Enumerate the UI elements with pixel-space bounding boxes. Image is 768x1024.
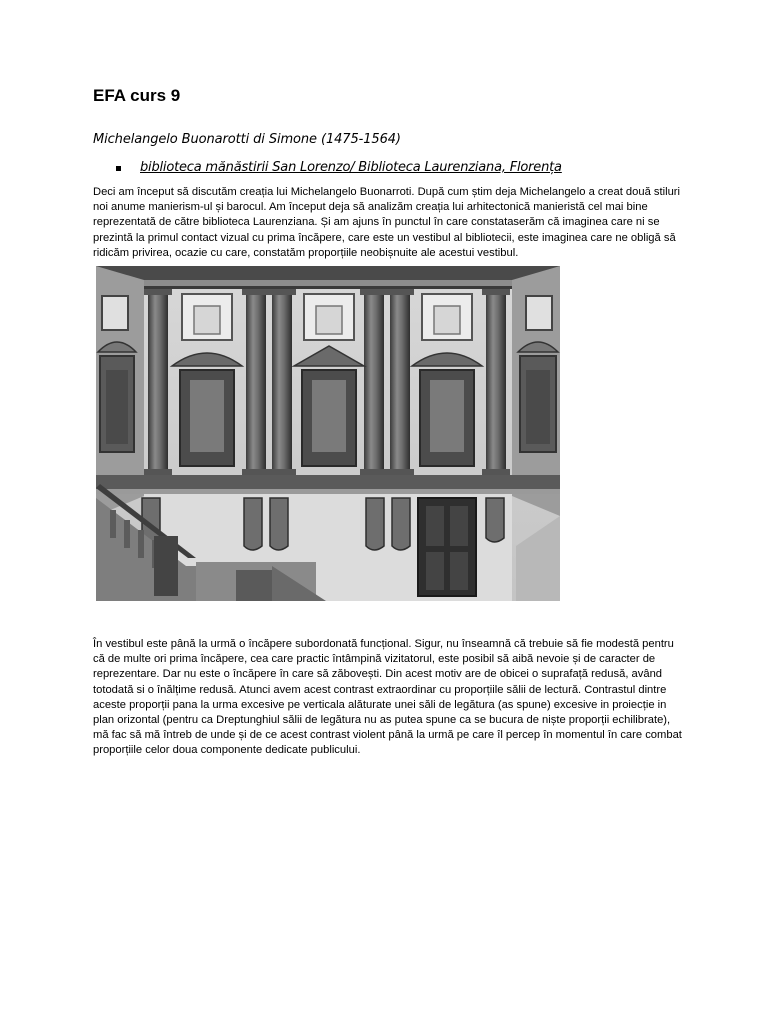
vestibule-photo-drawing (96, 266, 560, 601)
document-subtitle: Michelangelo Buonarotti di Simone (1475-1564) (93, 132, 401, 147)
bullet-item-text: biblioteca mănăstirii San Lorenzo/ Biblioteca Laurenziana, Florența (140, 160, 562, 175)
vestibule-photo (96, 266, 560, 601)
paragraph-intro: Deci am început să discutăm creația lui Michelangelo Buonarroti. După cum știm deja Michelangelo a creat două stiluri noi anume manierism-ul și barocul. Am început deja să analizăm creația lui arhitectonică manieristă cel mai bine reprezentată de către biblioteca Laurenziana. Și am ajuns în punctul în care constataserăm că imaginea care ni se prezintă la primul contact vizual cu prima încăpere, care este un vestibul al bibliotecii, este imaginea care ne obligă să ridicăm privirea, ocazie cu care, constatăm proporțiile neobișnuite ale acestui vestibul. (93, 186, 681, 259)
document-title: EFA curs 9 (93, 86, 181, 105)
paragraph-vestibule: În vestibul este până la urmă o încăpere subordonată funcțional. Sigur, nu înseamnă că trebuie să fie modestă pentru că de multe ori prima încăpere, cea care practic întâmpină vizitatorul, este posibil să aibă nevoie și de caracter de reprezentare. Dar nu este o încăpere în care să zăbovești. Din acest motiv are de obicei o suprafață redusă, având totodată si o înălțime redusă. Atunci avem acest contrast extraordinar cu proporțiile sălii de lectură. Contrastul dintre aceste proporții pana la urma excesive pe verticala alăturate unei săli de legătura (as spune) excesive in proiecție in plan orizontal (pentru ca Dreptunghiul sălii de legătura nu as putea spune ca se bucura de niște proporții echilibrate), mă fac să mă întreb de unde și de ce acest contrast violent până la urmă pe care îl percep în momentul în care combat proporțiile celor doua componente dedicate publicului. (93, 638, 682, 757)
square-bullet-icon (116, 166, 121, 171)
